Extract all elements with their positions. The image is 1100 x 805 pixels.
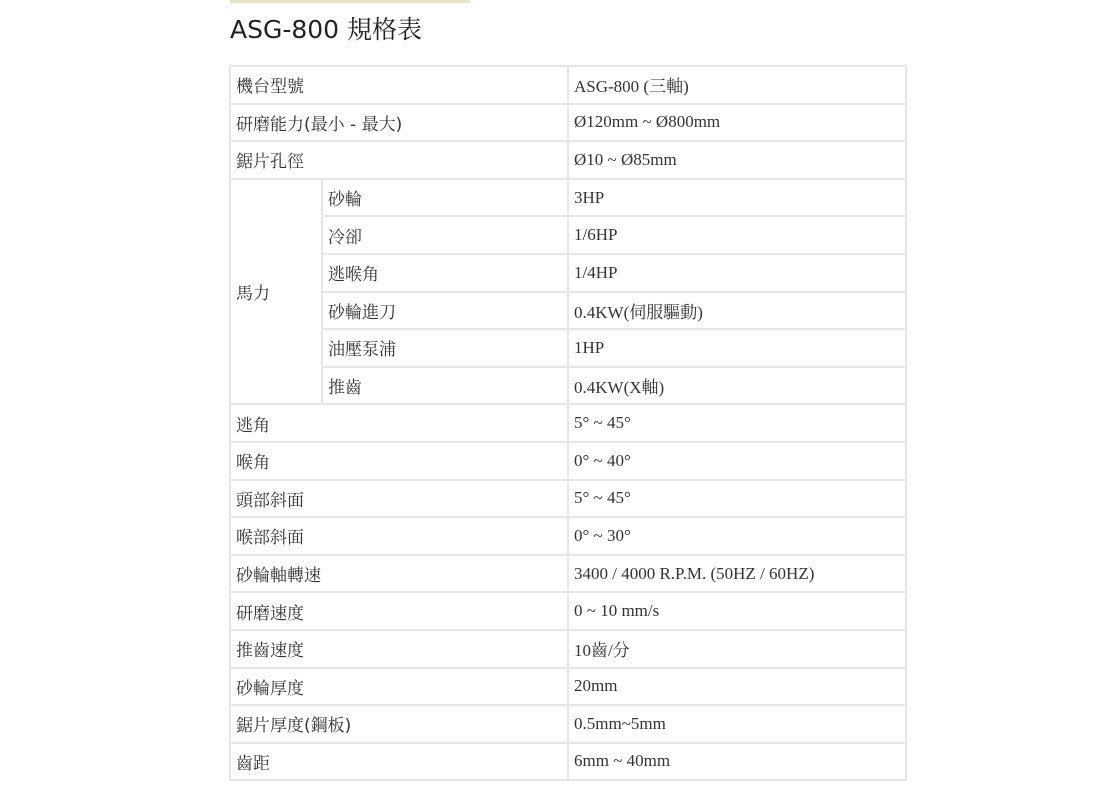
table-row (230, 141, 906, 179)
top-accent-line (230, 0, 470, 3)
table-row (230, 66, 906, 104)
table-row (230, 367, 906, 405)
spec-value: 1/4HP (568, 254, 906, 292)
spec-value: 5° ~ 45° (568, 480, 906, 518)
spec-sublabel: 推齒 (322, 367, 568, 405)
spec-label: 喉角 (230, 442, 568, 480)
spec-label: 研磨能力(最小 - 最大) (230, 104, 568, 142)
spec-sublabel: 砂輪進刀 (322, 292, 568, 330)
spec-value: 0.5mm~5mm (568, 705, 906, 743)
spec-value: 0° ~ 40° (568, 442, 906, 480)
spec-label: 機台型號 (230, 66, 568, 104)
table-row (230, 104, 906, 142)
spec-label: 砂輪厚度 (230, 668, 568, 706)
spec-label: 推齒速度 (230, 630, 568, 668)
table-row (230, 179, 906, 217)
spec-value: Ø10 ~ Ø85mm (568, 141, 906, 179)
spec-label: 鋸片厚度(鋼板) (230, 705, 568, 743)
spec-label: 砂輪軸轉速 (230, 555, 568, 593)
spec-value: 10齒/分 (568, 630, 906, 668)
spec-table (229, 65, 907, 781)
table-row (230, 743, 906, 781)
table-row (230, 442, 906, 480)
table-row (230, 517, 906, 555)
spec-value: 3400 / 4000 R.P.M. (50HZ / 60HZ) (568, 555, 906, 593)
spec-sublabel: 砂輪 (322, 179, 568, 217)
table-row (230, 630, 906, 668)
spec-sublabel: 油壓泵浦 (322, 329, 568, 367)
table-row (230, 292, 906, 330)
table-row (230, 480, 906, 518)
spec-value: 1HP (568, 329, 906, 367)
spec-label: 頭部斜面 (230, 480, 568, 518)
spec-value: 0° ~ 30° (568, 517, 906, 555)
spec-value: 20mm (568, 668, 906, 706)
spec-value: 0 ~ 10 mm/s (568, 592, 906, 630)
spec-label: 逃角 (230, 404, 568, 442)
spec-label: 研磨速度 (230, 592, 568, 630)
spec-value: 5° ~ 45° (568, 404, 906, 442)
table-row (230, 329, 906, 367)
spec-value: ASG-800 (三軸) (568, 66, 906, 104)
table-row (230, 216, 906, 254)
spec-value: 6mm ~ 40mm (568, 743, 906, 781)
table-row (230, 668, 906, 706)
horsepower-label: 馬力 (230, 179, 322, 405)
spec-value: 1/6HP (568, 216, 906, 254)
table-row (230, 592, 906, 630)
spec-value: 0.4KW(X軸) (568, 367, 906, 405)
spec-label: 鋸片孔徑 (230, 141, 568, 179)
spec-label: 齒距 (230, 743, 568, 781)
spec-value: 0.4KW(伺服驅動) (568, 292, 906, 330)
spec-label: 喉部斜面 (230, 517, 568, 555)
table-row (230, 254, 906, 292)
spec-sublabel: 逃喉角 (322, 254, 568, 292)
spec-sublabel: 冷卻 (322, 216, 568, 254)
spec-value: Ø120mm ~ Ø800mm (568, 104, 906, 142)
table-row (230, 404, 906, 442)
page-title: ASG-800 規格表 (230, 15, 423, 44)
spec-value: 3HP (568, 179, 906, 217)
table-row (230, 705, 906, 743)
table-row (230, 555, 906, 593)
